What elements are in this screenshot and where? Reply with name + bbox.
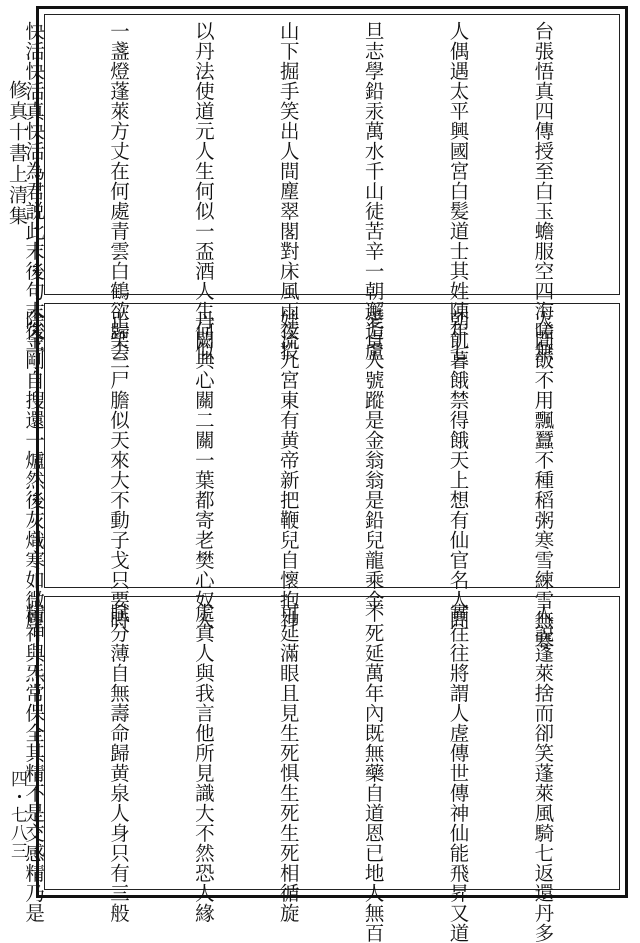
text-column: 賦分薄自無壽命歸黄泉人身只有三般 bbox=[106, 603, 130, 923]
text-columns bbox=[22, 310, 613, 650]
text-column: 以丹法使道元人生何似一盃酒人生何似 bbox=[191, 21, 215, 361]
text-column: 實往往將謂人虗傳世傳神仙能飛昇又道 bbox=[446, 603, 470, 943]
text-column: 愛貞人號蹤是金翁翁是鉛兒龍乘金 bbox=[361, 310, 385, 610]
text-column: 丹闕典心關二關一葉都寄老樊心奴人 bbox=[191, 310, 215, 630]
text-column: 除金剛自搜還一爐然後灰熾寒如微塵 bbox=[22, 310, 46, 630]
text-column: 一盞燈蓬萊方丈在何處青雲白鶴欲歸去 bbox=[106, 21, 130, 361]
page-number-margin: 四・七八三 bbox=[7, 770, 27, 860]
text-column: 不死延萬年內既無藥自道恩已地人無百 bbox=[361, 603, 385, 943]
text-column: 旦志學鉛汞萬水千山徒苦辛一朝邂逅盧 bbox=[361, 21, 385, 361]
text-panel-middle bbox=[22, 303, 620, 650]
text-column: 人間飯不用飄蠶不種稻粥寒雪練雪無寒 bbox=[531, 310, 555, 650]
text-column: 山下掘手笑出人間塵翠閣對床風雨夜投 bbox=[276, 21, 300, 361]
text-columns bbox=[22, 603, 613, 943]
text-column: 精神與炁常保全其精不是交感精乃是 bbox=[22, 603, 46, 923]
text-column: 處真人與我言他所見識大不然恐人緣 bbox=[191, 603, 215, 923]
text-column: 朝飢暮餓禁得餓天上想有仙官名人問 bbox=[446, 310, 470, 630]
text-column: 娃流九宮東有黄帝新把鞭兒自懷抱神 bbox=[276, 310, 300, 630]
book-title-margin: 修真十書上清集 bbox=[6, 80, 28, 227]
text-column: 快活快活真快活為君説此末後句末後一 bbox=[22, 21, 46, 361]
text-column: 台張悟真四傳授至白玉蟾服空四海嗟無 bbox=[531, 21, 555, 361]
text-column: 人説蓬萊捨而卻笑蓬萊風騎七返還丹多 bbox=[531, 603, 555, 943]
text-panel-bottom bbox=[22, 596, 620, 943]
text-column: 正笑三尸膽似天來大不動子戈只要時 bbox=[106, 310, 130, 630]
text-column: 人偶遇太平興國宮白髪道士其姓陳年七 bbox=[446, 21, 470, 361]
text-columns bbox=[22, 21, 613, 361]
text-column: 可延滿眼且見生死惧生死生死相循旋 bbox=[276, 603, 300, 923]
text-panel-top bbox=[22, 14, 620, 361]
